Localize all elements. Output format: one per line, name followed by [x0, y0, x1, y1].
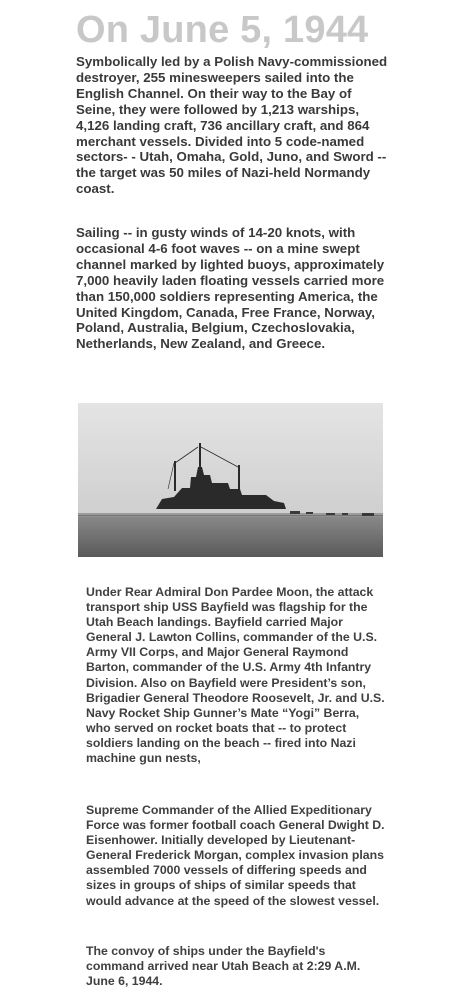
paragraph-uss-bayfield: Under Rear Admiral Don Pardee Moon, the attack transport ship USS Bayfield was flagship for the Utah Beach landings. Bayfield carried Major General J. Lawton Collins, commander of the U.S. Army VII Corps, and Major General Raymond Barton, commander of the U.S. Army 4th Infantry Division. Also on Bayfield were President’s son, Brigadier General Theodore Roosevelt, Jr. and U.S. Navy Rocket Ship Gunner’s Mate “Yogi” Berra, who served on rocket boats that -- to protect soldiers landing on the beach -- fired into Nazi machine gun nests,: [86, 585, 385, 766]
photo-sea: [78, 515, 383, 557]
paragraph-sailing-conditions: Sailing -- in gusty winds of 14-20 knots, with occasional 4-6 foot waves -- on a mine swept channel marked by lighted buoys, approximately 7,000 heavily laden floating vessels carried more than 150,000 soldiers representing America, the United Kingdom, Canada, Free France, Norway, Poland, Australia, Belgium, Czechoslovakia, Netherlands, New Zealand, and Greece.: [76, 225, 385, 352]
paragraph-fleet-departure: Symbolically led by a Polish Navy-commissioned destroyer, 255 minesweepers sailed into the English Channel. On their way to the Bay of Seine, they were followed by 1,213 warships, 4,126 landing craft, 736 ancillary craft, and 864 merchant vessels. Divided into 5 code-named sectors- - Utah, Omaha, Gold, Juno, and Sword -- the target was 50 miles of Nazi-held Normandy coast.: [76, 54, 388, 197]
page-heading: On June 5, 1944: [76, 9, 369, 51]
photo-uss-bayfield: [78, 403, 383, 557]
paragraph-convoy-arrival: The convoy of ships under the Bayfield's command arrived near Utah Beach at 2:29 A.M. June 6, 1944.: [86, 944, 361, 989]
paragraph-supreme-commander: Supreme Commander of the Allied Expeditionary Force was former football coach General Dwight D. Eisenhower. Initially developed by Lieutenant-General Frederick Morgan, complex invasion plans assembled 7000 vessels of differing speeds and sizes in groups of ships of similar speeds that would advance at the speed of the slowest vessel.: [86, 803, 385, 908]
